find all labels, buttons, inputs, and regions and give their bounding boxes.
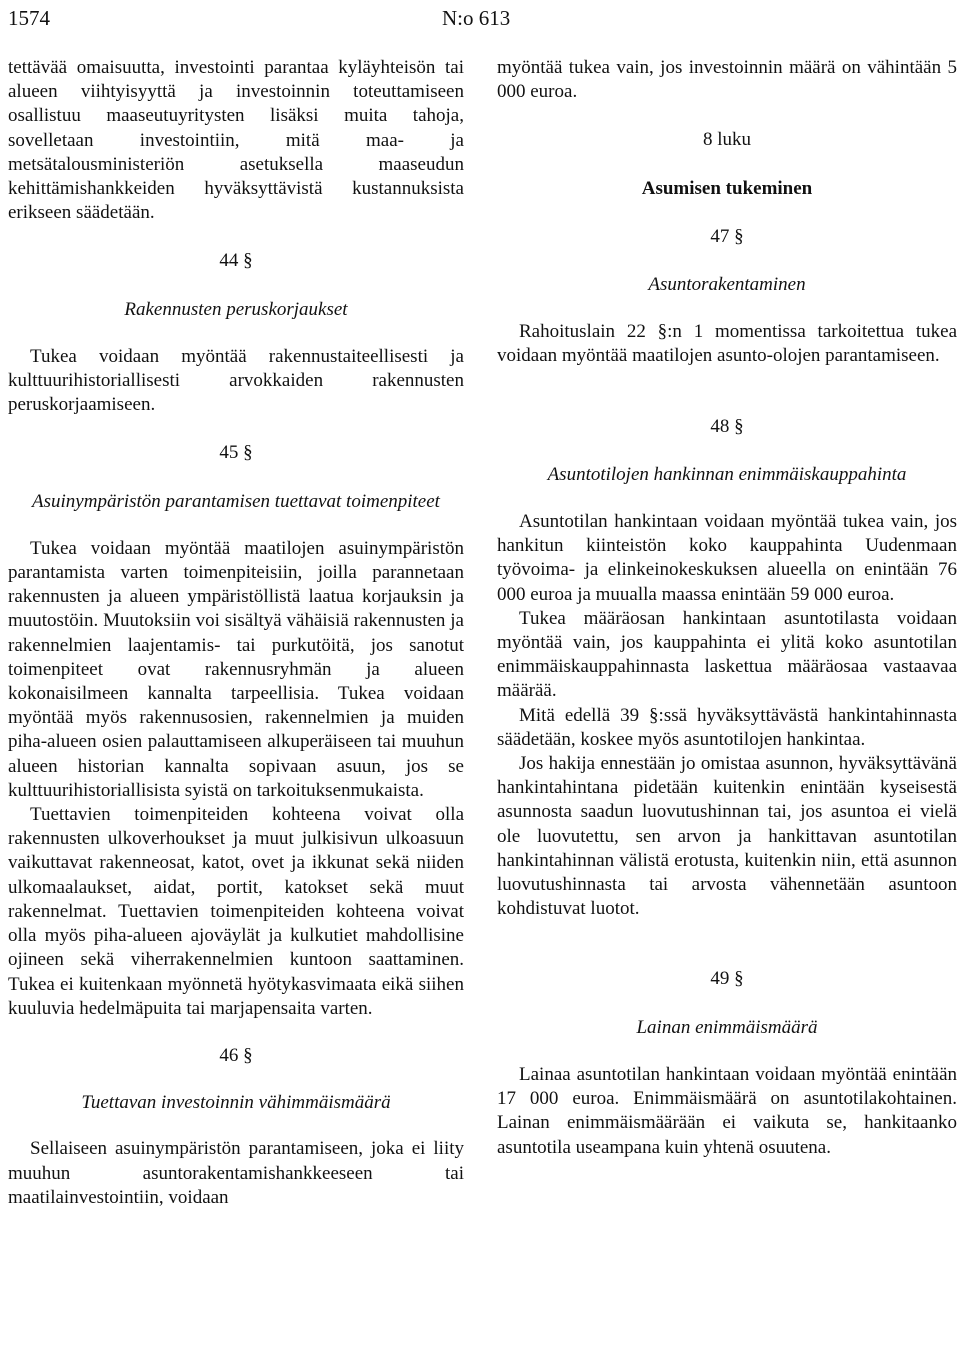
continued-paragraph: myöntää tukea vain, jos investoinnin määrä on vähintään 5 000 euroa. xyxy=(497,57,957,103)
section-paragraph: Tuettavien toimenpiteiden kohteena voivat olla rakennusten ulkoverhoukset ja muut julkisivun ulkoasuun vaikuttavat rakenneosat, katot, ovet ja ikkunat sekä niiden ulkomaalaukset, aidat, portit, katokset sekä muut rakennelmat. Tuettavien toimenpiteiden kohteena voivat olla myös piha-alueen ajoväylät ja kulkutiet mahdollisine ojineen sekä viherrakennelmien kuntoon saattaminen. Tukea ei kuitenkaan myönnetä hyötykasvimaata eikä siihen kuuluvia hedelmäpuita tai marjapensaita varten. xyxy=(8,804,464,1019)
section-44 xyxy=(8,249,464,417)
section-49 xyxy=(497,967,957,1159)
section-title: Tuettavan investoinnin vähimmäismäärä xyxy=(81,1092,391,1114)
section-paragraph: Mitä edellä 39 §:ssä hyväksyttävästä hankintahinnasta säädetään, koskee myös asuntotilojen hankintaa. xyxy=(497,704,957,750)
section-48 xyxy=(497,415,957,922)
section-paragraph: Rahoituslain 22 §:n 1 momentissa tarkoitettua tukea voidaan myöntää maatilojen asunto-olojen parantamiseen. xyxy=(497,321,957,367)
page-number: 1574 xyxy=(8,6,50,30)
section-paragraph: Asuntotilan hankintaan voidaan myöntää tukea vain, jos hankitun kiinteistön koko kauppahinta Uudenmaan työvoima- ja elinkeinokeskuksen alueella on enintään 76 000 euroa ja muualla maassa enintään 59 000 euroa. xyxy=(497,511,957,605)
section-47 xyxy=(497,225,957,369)
section-title: Asuntotilojen hankinnan enimmäiskauppahinta xyxy=(547,463,907,485)
right-column xyxy=(497,56,957,1160)
section-number: 49 § xyxy=(710,968,744,990)
section-paragraph: Sellaiseen asuinympäristön parantamiseen, joka ei liity muuhun asuntorakentamishankkeeseen tai maatilainvestointiin, voidaan xyxy=(8,1138,464,1208)
section-45 xyxy=(8,441,464,1020)
section-title: Lainan enimmäismäärä xyxy=(636,1016,818,1038)
section-number: 44 § xyxy=(219,250,253,272)
section-paragraph: Tukea voidaan myöntää rakennustaiteellisesti ja kulttuurihistoriallisesti arvokkaiden rakennusten peruskorjaamiseen. xyxy=(8,345,464,416)
section-46 xyxy=(8,1044,464,1210)
section-title: Asuntorakentaminen xyxy=(648,274,806,296)
section-paragraph: Jos hakija ennestään jo omistaa asunnon, hyväksyttävänä hankintahintana pidetään kuitenkin enintään kyseisestä asunnosta saadun luovutushinnan tai, jos asuntoa ei vielä ole luovutettu, sen arvon ja hankittavan asuntotilan hankintahinnan välistä erotusta, kuitenkin niin, että asunnon luovutushinnasta tai arvosta vähennetään asuntoon kohdistuvat luotot. xyxy=(497,753,957,920)
section-title: Asuinympäristön parantamisen tuettavat toimenpiteet xyxy=(32,490,440,512)
section-paragraph: Tukea määräosan hankintaan asuntotilasta voidaan myöntää vain, jos kauppahinta ei ylitä koko asuntotilan enimmäiskauppahinnasta laskettua määräosaa vastaavaa määrää. xyxy=(497,607,957,702)
intro-paragraph: tettävää omaisuutta, investointi parantaa kyläyhteisön tai alueen viihtyisyyttä ja investoinnin toteuttamiseen osallistuu maaseutuyritysten lisäksi muita tahoja, sovelletaan investointiin, mitä maa- ja metsätalousministeriön asetuksella maaseudun kehittämishankkeiden hyväksyttävistä kustannuksista erikseen säädetään. xyxy=(8,57,464,224)
section-number: 48 § xyxy=(710,415,744,437)
section-number: 45 § xyxy=(219,442,253,464)
section-paragraph: Lainaa asuntotilan hankintaan voidaan myöntää enintään 17 000 euroa. Enimmäismäärä on asuntotilakohtainen. Lainan enimmäismäärään ei vaikuta se, hankitaanko asuntotila useampana kuin yhtenä osuutena. xyxy=(497,1063,957,1158)
section-title: Rakennusten peruskorjaukset xyxy=(124,298,348,320)
section-number: 47 § xyxy=(710,225,744,247)
chapter-label: 8 luku xyxy=(702,129,752,151)
issue-number: N:o 613 xyxy=(442,6,511,30)
left-column xyxy=(8,56,464,1210)
chapter-title: Asumisen tukeminen xyxy=(641,177,813,199)
section-number: 46 § xyxy=(219,1044,253,1066)
page-header xyxy=(0,6,960,30)
section-paragraph: Tukea voidaan myöntää maatilojen asuinympäristön parantamista varten toimenpiteisiin, joilla parannetaan rakennusten ja alueen ympäristöllistä laatua korjauksin ja muutostöin. Muutoksiin voi sisältyä vähäisiä rakennusten ja rakennelmien laajentamis- tai purkutöitä, jos sanotut toimenpiteet ovat rakennusryhmän ja alueen kokonaisilmeen kannalta tarpeellisia. Tukea voidaan myöntää myös rakennusosien, rakennelmien ja muiden piha-alueen osien palauttamiseen alkuperäiseen tai muuhun alueen historian kannalta sopivaan asuun, jos se kulttuurihistoriallisista syistä on tarkoituksenmukaista. xyxy=(8,537,464,801)
chapter-8 xyxy=(497,128,957,200)
